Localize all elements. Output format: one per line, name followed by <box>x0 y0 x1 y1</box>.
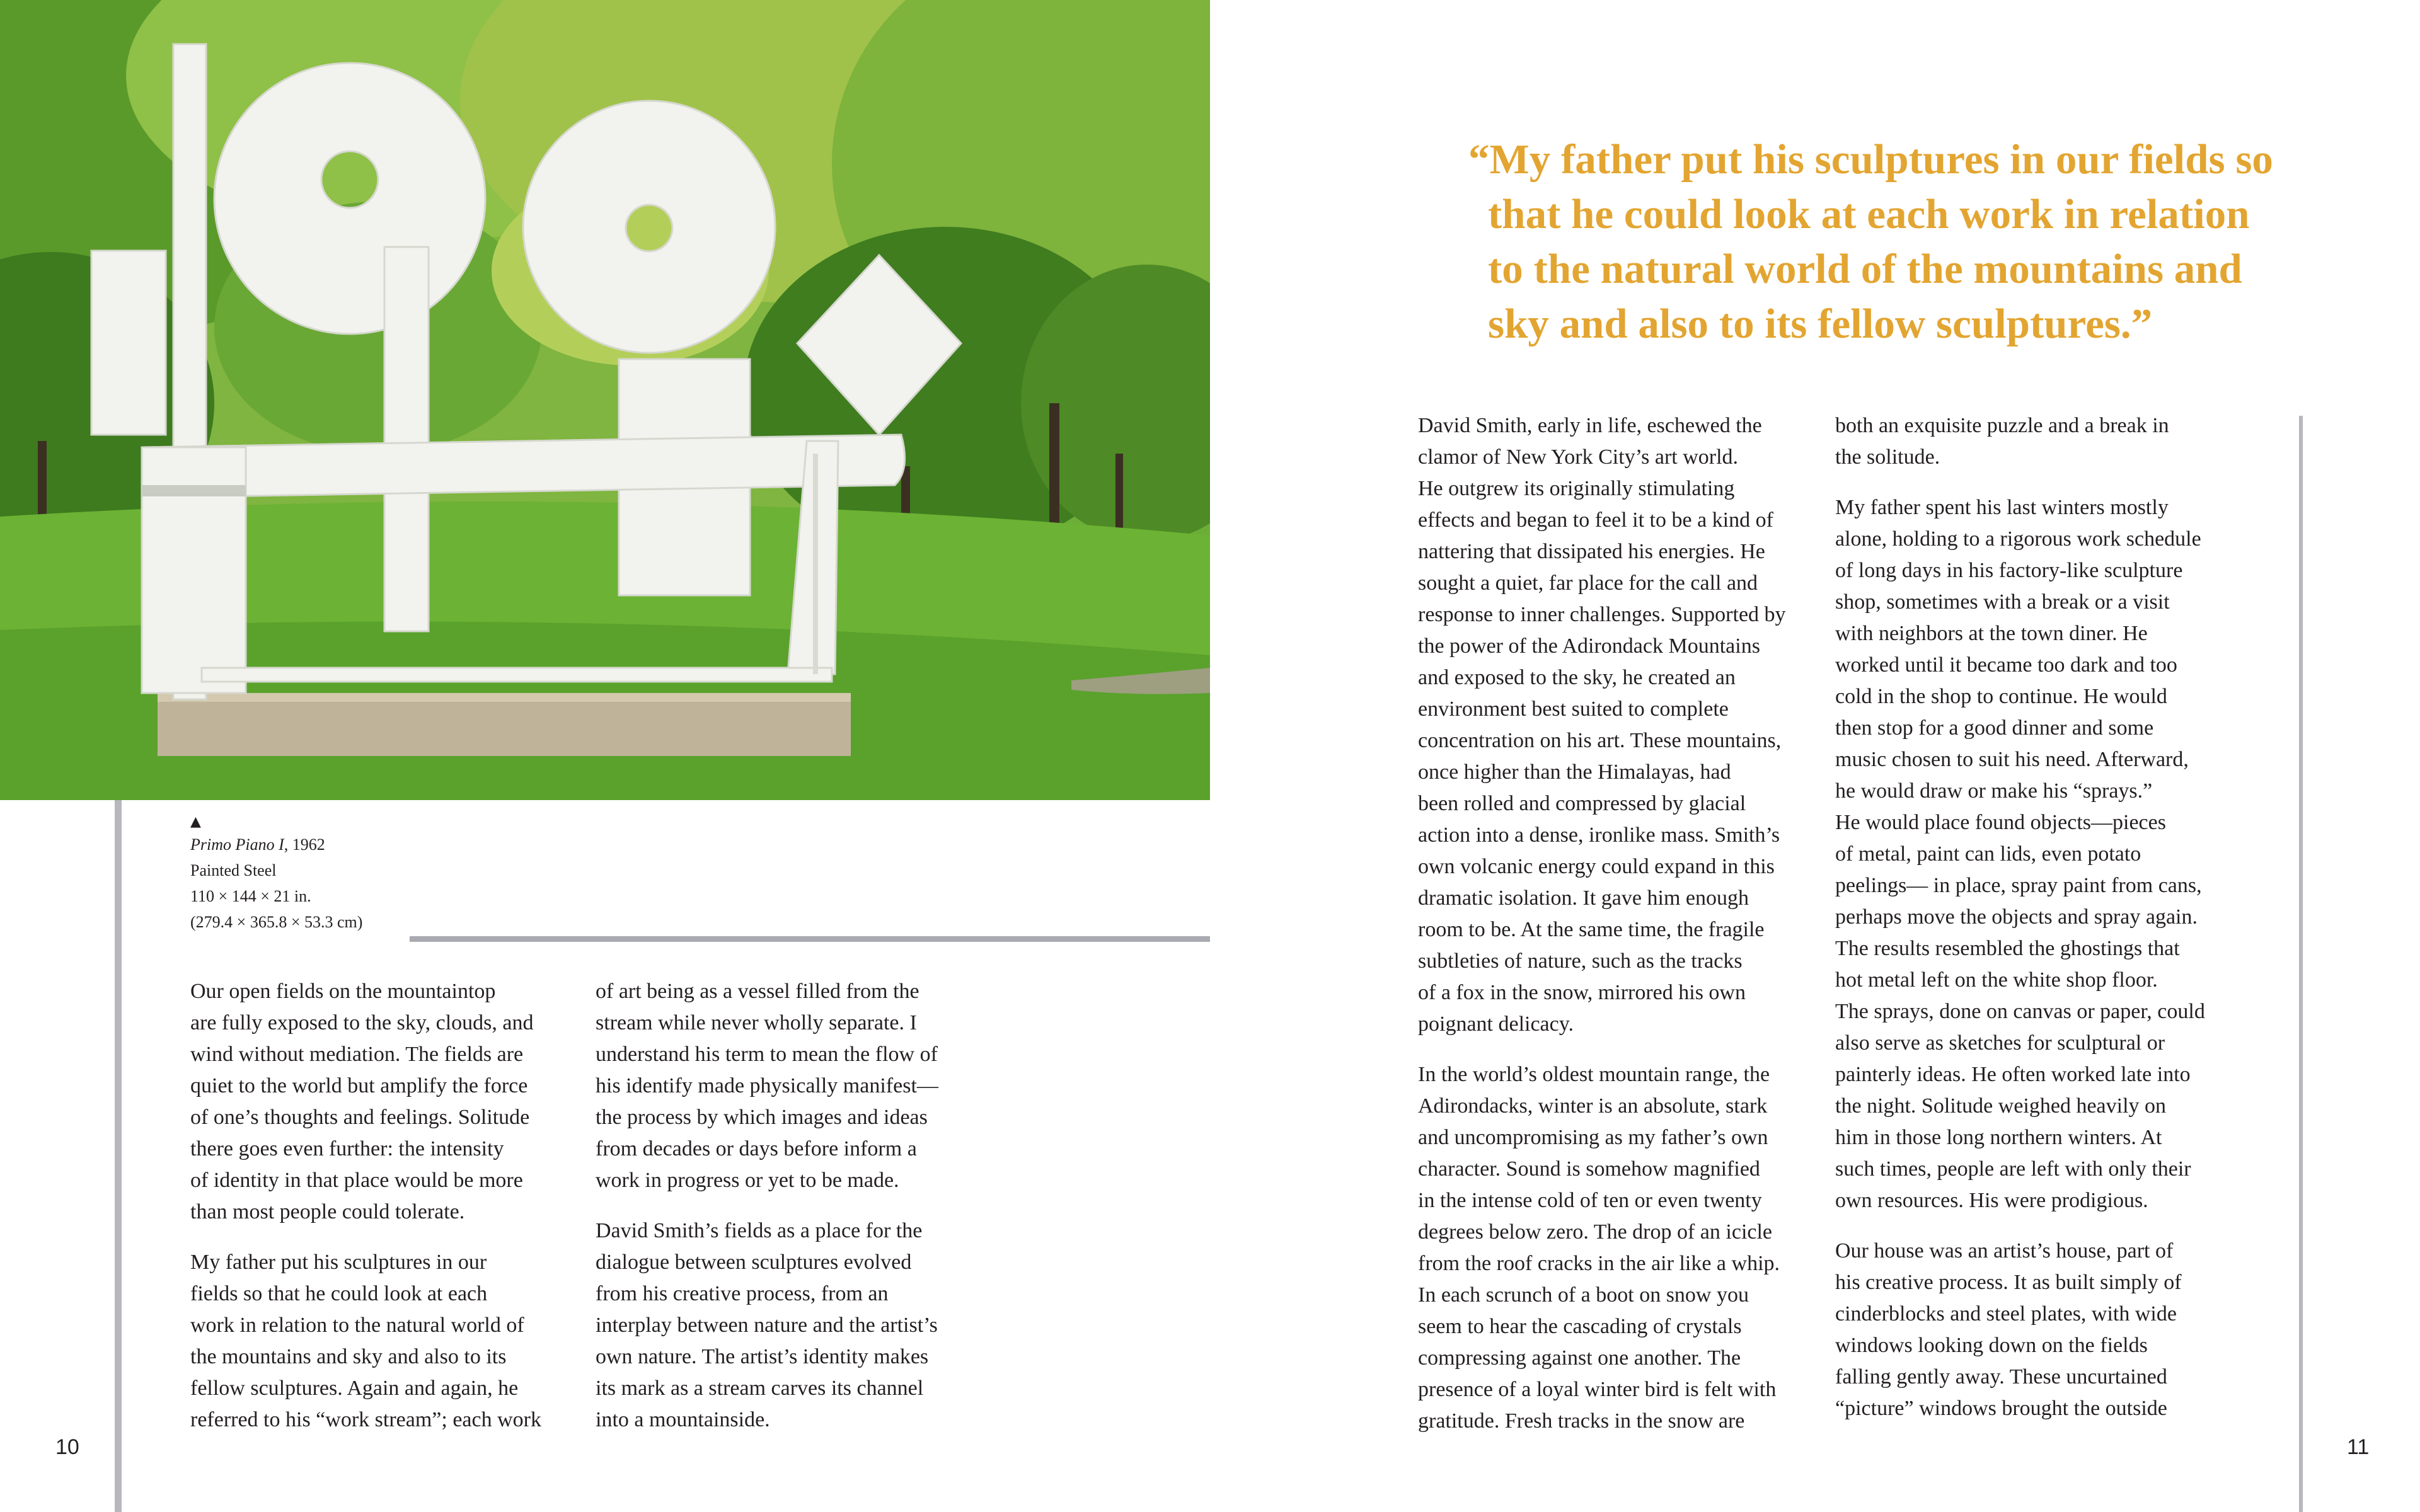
text-line: perhaps move the objects and spray again. <box>1835 905 2198 929</box>
text-line: own resources. His were prodigious. <box>1835 1189 2148 1212</box>
text-line: action into a dense, ironlike mass. Smith’s <box>1418 823 1780 847</box>
caption-dimensions-in: 110 × 144 × 21 in. <box>190 887 311 905</box>
text-line: his identify made physically manifest— <box>596 1074 938 1097</box>
text-line: windows looking down on the fields <box>1835 1334 2148 1357</box>
text-line: from decades or days before inform a <box>596 1137 917 1160</box>
text-line: alone, holding to a rigorous work schedule <box>1835 527 2201 551</box>
text-line: concentration on his art. These mountains, <box>1418 729 1782 752</box>
text-line: its mark as a stream carves its channel <box>596 1377 924 1400</box>
text-line: own nature. The artist’s identity makes <box>596 1345 929 1368</box>
text-line: and exposed to the sky, he created an <box>1418 666 1736 689</box>
caption-year: , 1962 <box>284 835 325 854</box>
text-line: Adirondacks, winter is an absolute, stark <box>1418 1094 1768 1118</box>
text-line: dramatic isolation. It gave him enough <box>1418 886 1749 910</box>
text-line: wind without mediation. The fields are <box>190 1043 524 1066</box>
quote-line: sky and also to its fellow sculptures.” <box>1488 301 2153 347</box>
text-line: room to be. At the same time, the fragile <box>1418 918 1765 941</box>
text-line: from the roof cracks in the air like a whip. <box>1418 1252 1780 1275</box>
text-line: of metal, paint can lids, even potato <box>1835 842 2141 866</box>
text-line: In each scrunch of a boot on snow you <box>1418 1283 1749 1307</box>
text-line: the process by which images and ideas <box>596 1106 928 1129</box>
page-number-left: 10 <box>55 1435 79 1459</box>
text-line: worked until it became too dark and too <box>1835 653 2177 677</box>
text-line: referred to his “work stream”; each work <box>190 1408 541 1431</box>
caption-title: Primo Piano I <box>190 835 284 854</box>
text-line: The sprays, done on canvas or paper, could <box>1835 1000 2205 1023</box>
text-line: music chosen to suit his need. Afterward, <box>1835 748 2189 771</box>
text-line: peelings— in place, spray paint from cans, <box>1835 874 2202 897</box>
text-line: quiet to the world but amplify the force <box>190 1074 528 1097</box>
text-line: into a mountainside. <box>596 1408 770 1431</box>
text-line: response to inner challenges. Supported by <box>1418 603 1786 626</box>
text-line: stream while never wholly separate. I <box>596 1011 917 1034</box>
text-line: painterly ideas. He often worked late into <box>1835 1063 2191 1086</box>
right-margin-rule <box>2299 416 2303 1512</box>
text-line: My father spent his last winters mostly <box>1835 496 2169 519</box>
text-line: degrees below zero. The drop of an icicle <box>1418 1220 1773 1244</box>
text-line: gratitude. Fresh tracks in the snow are <box>1418 1409 1745 1433</box>
text-line: “picture” windows brought the outside <box>1835 1397 2167 1420</box>
text-line: work in progress or yet to be made. <box>596 1169 899 1192</box>
text-line: cold in the shop to continue. He would <box>1835 685 2167 708</box>
paragraph <box>596 976 999 1196</box>
text-line: the solitude. <box>1835 445 1940 469</box>
left-page-column-2 <box>596 976 999 1455</box>
text-line: such times, people are left with only their <box>1835 1157 2191 1181</box>
page-number-right: 11 <box>2347 1435 2370 1459</box>
text-line: cinderblocks and steel plates, with wide <box>1835 1302 2177 1326</box>
text-line: Our open fields on the mountaintop <box>190 980 496 1003</box>
caption-title-line <box>190 832 405 857</box>
text-line: character. Sound is somehow magnified <box>1418 1157 1760 1181</box>
text-line: from his creative process, from an <box>596 1282 889 1305</box>
caption-triangle-icon: ▲ <box>190 814 201 830</box>
text-line: He outgrew its originally stimulating <box>1418 477 1735 500</box>
text-line: and uncompromising as my father’s own <box>1418 1126 1768 1149</box>
paragraph <box>1418 1059 1821 1437</box>
text-line: The results resembled the ghostings that <box>1835 937 2180 960</box>
text-line: effects and began to feel it to be a kind of <box>1418 508 1773 532</box>
text-line: sought a quiet, far place for the call and <box>1418 571 1758 595</box>
text-line: compressing against one another. The <box>1418 1346 1741 1370</box>
text-line: hot metal left on the white shop floor. <box>1835 968 2158 992</box>
text-line: seem to hear the cascading of crystals <box>1418 1315 1742 1338</box>
text-line: are fully exposed to the sky, clouds, and <box>190 1011 534 1034</box>
text-line: Our house was an artist’s house, part of <box>1835 1239 2174 1263</box>
text-line: with neighbors at the town diner. He <box>1835 622 2148 645</box>
text-line: falling gently away. These uncurtained <box>1835 1365 2167 1389</box>
text-line: than most people could tolerate. <box>190 1200 465 1223</box>
text-line: He would place found objects—pieces <box>1835 811 2166 834</box>
text-line: then stop for a good dinner and some <box>1835 716 2154 740</box>
paragraph <box>1835 492 2238 1217</box>
text-line: of a fox in the snow, mirrored his own <box>1418 981 1746 1004</box>
paragraph <box>1835 1235 2238 1424</box>
quote-line: to the natural world of the mountains and <box>1488 246 2242 292</box>
text-line: him in those long northern winters. At <box>1835 1126 2162 1149</box>
text-line: once higher than the Himalayas, had <box>1418 760 1731 784</box>
text-line: also serve as sketches for sculptural or <box>1835 1031 2165 1055</box>
text-line: of one’s thoughts and feelings. Solitude <box>190 1106 530 1129</box>
text-line: his creative process. It as built simply of <box>1835 1271 2182 1294</box>
caption-medium: Painted Steel <box>190 861 277 879</box>
paragraph <box>596 1215 999 1436</box>
text-line: own volcanic energy could expand in this <box>1418 855 1775 878</box>
sculpture-photo <box>0 0 1210 800</box>
text-line: of identity in that place would be more <box>190 1169 523 1192</box>
text-line: he would draw or make his “sprays.” <box>1835 779 2153 803</box>
text-line: there goes even further: the intensity <box>190 1137 504 1160</box>
text-line: poignant delicacy. <box>1418 1012 1574 1036</box>
left-page-column-1 <box>190 976 594 1455</box>
right-page-column-1 <box>1418 410 1821 1456</box>
text-line: of long days in his factory-like sculpture <box>1835 559 2183 582</box>
text-line: My father put his sculptures in our <box>190 1251 487 1274</box>
text-line: been rolled and compressed by glacial <box>1418 792 1746 815</box>
text-line: dialogue between sculptures evolved <box>596 1251 912 1274</box>
text-line: David Smith’s fields as a place for the <box>596 1219 923 1242</box>
text-line: In the world’s oldest mountain range, the <box>1418 1063 1770 1086</box>
text-line: environment best suited to complete <box>1418 697 1729 721</box>
paragraph <box>1835 410 2238 473</box>
photo-caption <box>190 813 405 935</box>
text-line: the power of the Adirondack Mountains <box>1418 634 1760 658</box>
text-line: fellow sculptures. Again and again, he <box>190 1377 519 1400</box>
text-line: the mountains and sky and also to its <box>190 1345 507 1368</box>
text-line: interplay between nature and the artist’s <box>596 1314 938 1337</box>
text-line: David Smith, early in life, eschewed the <box>1418 414 1762 437</box>
text-line: shop, sometimes with a break or a visit <box>1835 590 2170 614</box>
text-line: work in relation to the natural world of <box>190 1314 524 1337</box>
text-line: both an exquisite puzzle and a break in <box>1835 414 2169 437</box>
paragraph <box>190 976 594 1228</box>
text-line: clamor of New York City’s art world. <box>1418 445 1739 469</box>
text-line: the night. Solitude weighed heavily on <box>1835 1094 2167 1118</box>
text-line: nattering that dissipated his energies. He <box>1418 540 1765 563</box>
text-line: understand his term to mean the flow of <box>596 1043 938 1066</box>
left-margin-rule <box>115 800 122 1512</box>
pull-quote <box>1468 132 2351 352</box>
text-line: subtleties of nature, such as the tracks <box>1418 949 1743 973</box>
quote-line: “My father put his sculptures in our fields so <box>1468 136 2273 183</box>
caption-dimensions-cm: (279.4 × 365.8 × 53.3 cm) <box>190 913 363 931</box>
text-line: in the intense cold of ten or even twenty <box>1418 1189 1762 1212</box>
caption-rule <box>410 936 1210 942</box>
text-line: presence of a loyal winter bird is felt with <box>1418 1378 1777 1401</box>
text-line: fields so that he could look at each <box>190 1282 488 1305</box>
paragraph <box>1418 410 1821 1040</box>
text-line: of art being as a vessel filled from the <box>596 980 919 1003</box>
quote-line: that he could look at each work in relation <box>1488 191 2250 238</box>
paragraph <box>190 1247 594 1436</box>
right-page-column-2 <box>1835 410 2238 1443</box>
